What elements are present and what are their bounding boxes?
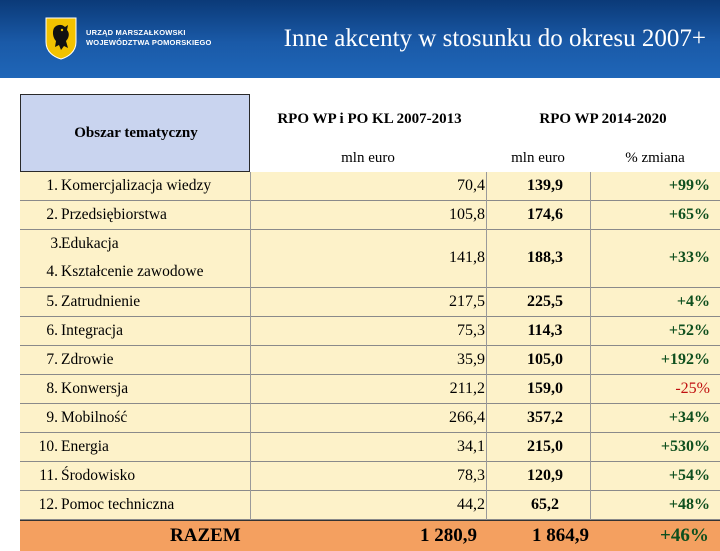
table-row (20, 462, 720, 491)
table-row (20, 433, 720, 462)
value-2007: 266,4 (449, 409, 485, 426)
area-column-header: Obszar tematyczny (74, 124, 198, 141)
row-number: 1. (46, 177, 58, 194)
value-2007: 34,1 (457, 438, 485, 455)
row-number: 12. (38, 496, 58, 513)
total-2014: 1 864,9 (532, 525, 589, 546)
org-line-2: WOJEWÓDZTWA POMORSKIEGO (86, 38, 212, 47)
change-value: +48% (668, 496, 710, 513)
table-row (20, 288, 720, 317)
org-line-1: URZĄD MARSZAŁKOWSKI (86, 28, 186, 37)
table-row (20, 404, 720, 433)
total-change: +46% (660, 525, 709, 546)
change-header: % zmiana (625, 149, 685, 166)
value-2014: 159,0 (527, 380, 563, 397)
value-2014: 174,6 (527, 206, 563, 223)
value-2014: 188,3 (527, 249, 563, 266)
change-value: -25% (675, 380, 710, 397)
value-2007: 217,5 (449, 293, 485, 310)
table-row (20, 201, 720, 230)
row-number: 5. (46, 293, 58, 310)
table-row (20, 346, 720, 375)
total-2007: 1 280,9 (420, 525, 477, 546)
value-2007: 105,8 (449, 206, 485, 223)
slide-header (0, 0, 720, 78)
table-row (20, 491, 720, 520)
table-row (20, 375, 720, 404)
row-number: 6. (46, 322, 58, 339)
value-2014: 225,5 (527, 293, 563, 310)
change-value: +33% (668, 249, 710, 266)
row-label: Środowisko (61, 467, 136, 484)
period-2007-header: RPO WP i PO KL 2007-2013 (277, 110, 462, 127)
change-value: +530% (660, 438, 710, 455)
value-2014: 114,3 (527, 322, 563, 339)
row-label: Przedsiębiorstwa (61, 206, 167, 223)
institution-logo (44, 14, 212, 62)
change-value: +54% (668, 467, 710, 484)
change-value: +34% (668, 409, 710, 426)
row-label: Komercjalizacja wiedzy (61, 177, 212, 194)
row-label: Integracja (61, 322, 123, 339)
value-2007: 70,4 (457, 177, 485, 194)
row-label: Edukacja (61, 235, 119, 252)
value-2007: 35,9 (457, 351, 485, 368)
total-row (20, 520, 720, 551)
row-number: 2. (46, 206, 58, 223)
value-2014: 120,9 (527, 467, 563, 484)
row-label: Mobilność (61, 409, 128, 426)
row-number: 9. (46, 409, 58, 426)
value-2007: 75,3 (457, 322, 485, 339)
row-label: Energia (61, 438, 109, 455)
institution-name (86, 28, 212, 48)
row-label: Kształcenie zawodowe (61, 263, 204, 280)
value-2014: 139,9 (527, 177, 563, 194)
data-table-body (20, 172, 720, 520)
unit-header-2014: mln euro (511, 149, 565, 166)
change-value: +4% (676, 293, 710, 310)
total-label: RAZEM (170, 525, 241, 546)
row-number: 11. (39, 467, 58, 484)
row-label: Konwersja (61, 380, 129, 397)
slide-title: Inne akcenty w stosunku do okresu 2007+ (283, 25, 706, 52)
change-value: +65% (668, 206, 710, 223)
row-number: 3. (50, 235, 62, 252)
change-value: +192% (660, 351, 710, 368)
table-row (20, 230, 720, 288)
column-divider (250, 172, 251, 520)
value-2014: 105,0 (527, 351, 563, 368)
change-value: +99% (668, 177, 710, 194)
row-number: 8. (46, 380, 58, 397)
value-2007: 44,2 (457, 496, 485, 513)
value-2007: 78,3 (457, 467, 485, 484)
row-label: Pomoc techniczna (61, 496, 175, 513)
griffin-crest-icon (44, 16, 78, 60)
value-2014: 65,2 (531, 496, 559, 513)
row-number: 4. (46, 263, 58, 280)
row-number: 10. (38, 438, 58, 455)
row-label: Zatrudnienie (61, 293, 141, 310)
table-row (20, 317, 720, 346)
row-label: Zdrowie (61, 351, 114, 368)
table-row (20, 172, 720, 201)
change-value: +52% (668, 322, 710, 339)
row-number: 7. (46, 351, 58, 368)
value-2007: 141,8 (449, 249, 485, 266)
unit-header-2007: mln euro (341, 149, 395, 166)
column-divider (590, 172, 591, 520)
value-2014: 357,2 (527, 409, 563, 426)
period-2014-header: RPO WP 2014-2020 (539, 110, 667, 127)
column-divider (486, 172, 487, 520)
value-2007: 211,2 (449, 380, 485, 397)
value-2014: 215,0 (527, 438, 563, 455)
